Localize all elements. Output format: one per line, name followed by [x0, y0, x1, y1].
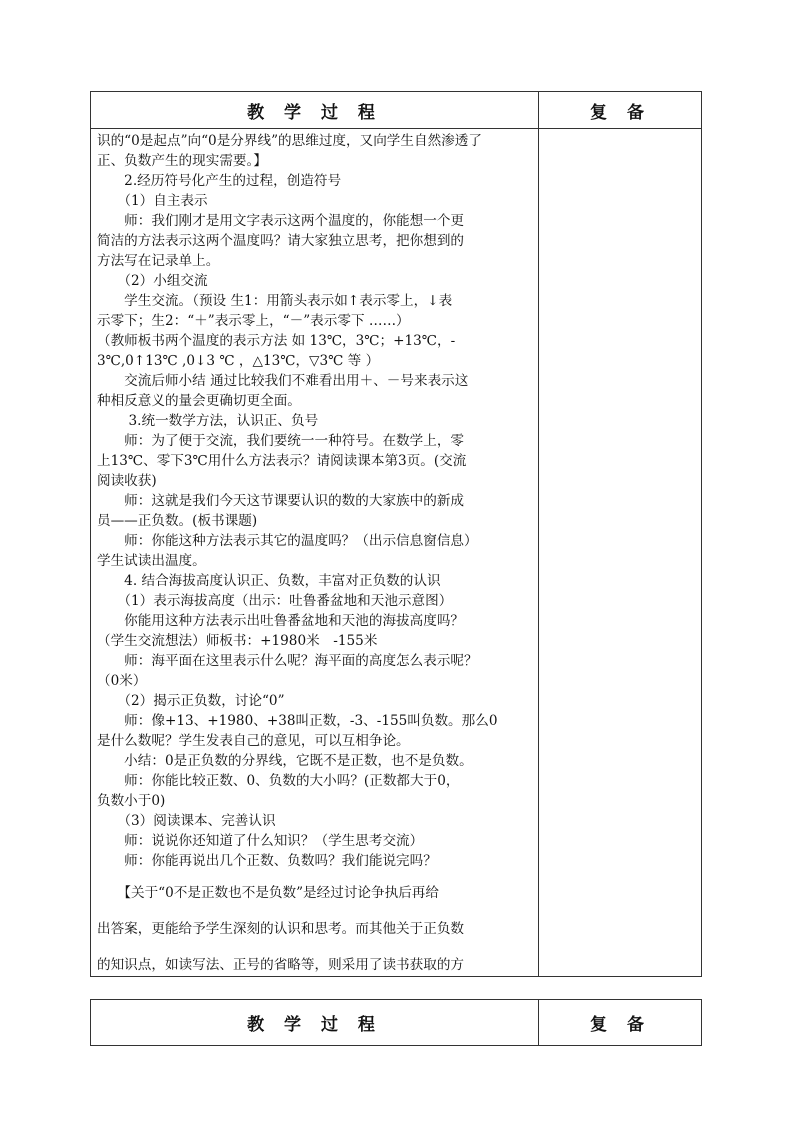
text-line: 出答案，更能给予学生深刻的认识和思考。而其他关于正负数 — [97, 921, 465, 937]
text-line: （教师板书两个温度的表示方法 如 13℃，3℃；+13℃，- — [97, 333, 456, 349]
header-teaching-process: 教 学 过 程 — [247, 102, 382, 123]
text-line: 师：为了便于交流，我们要统一一种符号。在数学上，零 — [97, 433, 465, 449]
teaching-process-content — [97, 131, 533, 975]
text-line: 小结：0是正负数的分界线，它既不是正数，也不是负数。 — [97, 753, 473, 769]
text-line: 学生交流。（预设 生1：用箭头表示如↑表示零上，↓表 — [97, 293, 453, 309]
text-line: 3℃,0↑13℃ ,0↓3 ℃ ，△13℃，▽3℃ 等 ） — [97, 353, 380, 369]
lesson-table — [90, 91, 702, 977]
text-line: 种相反意义的量会更确切更全面。 — [97, 393, 301, 409]
text-line: （2）揭示正负数，讨论“0” — [97, 693, 285, 709]
text-line: 的知识点，如读写法、正号的省略等，则采用了读书获取的方 — [97, 957, 465, 973]
text-line: 员——正负数。(板书课题) — [97, 513, 258, 529]
text-line: （2）小组交流 — [97, 273, 208, 289]
text-line: 是什么数呢？学生发表自己的意见，可以互相争论。 — [97, 733, 410, 749]
text-line: 上13℃、零下3℃用什么方法表示？请阅读课本第3页。(交流 — [97, 453, 467, 469]
text-line: 学生试读出温度。 — [97, 553, 206, 569]
lesson-table-continued — [90, 999, 702, 1046]
header-review-notes: 复 备 — [590, 102, 651, 123]
text-line: 【关于“0不是正数也不是负数”是经过讨论争执后再给 — [97, 885, 439, 901]
text-line: 阅读收获) — [97, 473, 157, 489]
text-line: 师：这就是我们今天这节课要认识的数的大家族中的新成 — [97, 493, 465, 509]
text-line: 交流后师小结 通过比较我们不难看出用＋、－号来表示这 — [97, 373, 469, 389]
text-line: 师：像+13、+1980、+38叫正数，-3、-155叫负数。那么0 — [97, 713, 498, 729]
text-line: （1）表示海拔高度（出示：吐鲁番盆地和天池示意图） — [97, 593, 453, 609]
text-line: 你能用这种方法表示出吐鲁番盆地和天池的海拔高度吗？ — [97, 613, 465, 629]
text-line: 师：说说你还知道了什么知识？（学生思考交流） — [97, 833, 424, 849]
text-line: 示零下；生2：“＋”表示零上，“－”表示零下 ……） — [97, 313, 410, 329]
text-line: 师：你能这种方法表示其它的温度吗？（出示信息窗信息） — [97, 533, 478, 549]
text-line: 简洁的方法表示这两个温度吗？请大家独立思考，把你想到的 — [97, 233, 465, 249]
table-header — [91, 92, 701, 129]
text-line: （1）自主表示 — [97, 193, 208, 209]
text-line: 正、负数产生的现实需要。】 — [97, 153, 267, 169]
table-header — [91, 1000, 701, 1045]
text-line: 师：我们刚才是用文字表示这两个温度的，你能想一个更 — [97, 213, 465, 229]
text-line: 2.经历符号化产生的过程，创造符号 — [97, 173, 342, 189]
text-line: （0米） — [97, 673, 147, 689]
column-divider — [538, 92, 539, 976]
text-line: 师：你能比较正数、0、负数的大小吗？(正数都大于0， — [97, 773, 460, 789]
text-line: 负数小于0) — [97, 793, 166, 809]
text-line: 4. 结合海拔高度认识正、负数，丰富对正负数的认识 — [97, 573, 441, 589]
text-line: （3）阅读课本、完善认识 — [97, 813, 276, 829]
column-divider — [538, 1000, 539, 1045]
text-line: 3.统一数学方法，认识正、负号 — [97, 413, 319, 429]
header-review-notes: 复 备 — [590, 1015, 651, 1035]
text-line: 师：你能再说出几个正数、负数吗？我们能说完吗？ — [97, 853, 437, 869]
header-teaching-process: 教 学 过 程 — [247, 1015, 382, 1035]
text-line: 识的“0是起点”向“0是分界线”的思维过度，又向学生自然渗透了 — [97, 133, 482, 149]
text-line: 方法写在记录单上。 — [97, 253, 220, 269]
text-line: （学生交流想法）师板书：+1980米 -155米 — [97, 633, 378, 649]
text-line: 师：海平面在这里表示什么呢？海平面的高度怎么表示呢？ — [97, 653, 478, 669]
